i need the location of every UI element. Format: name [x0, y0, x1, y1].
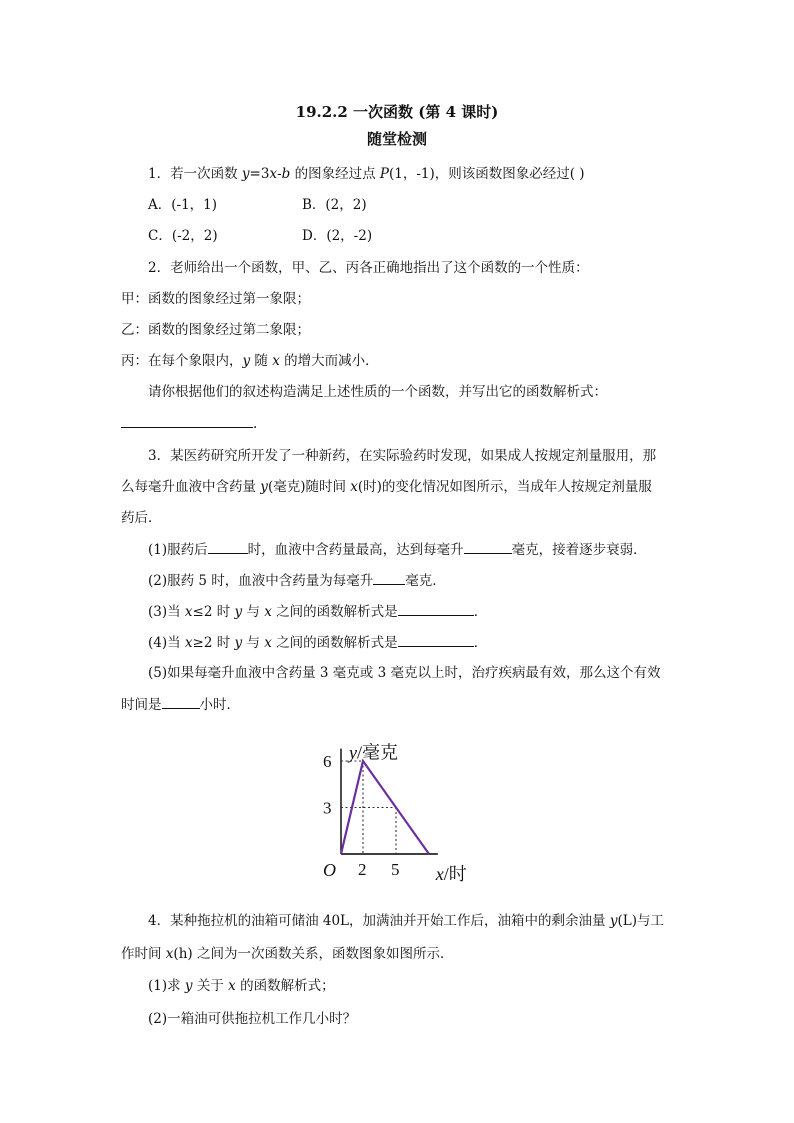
q3-part4: (4)当 x≥2 时 y 与 x 之间的函数解析式是 ．	[148, 632, 487, 653]
q4-stem-line2: 作时间 x(h) 之间为一次函数关系，函数图象如图所示．	[121, 946, 454, 962]
q2-ask: 请你根据他们的叙述构造满足上述性质的一个函数，并写出它的函数解析式：	[148, 384, 607, 400]
origin-label: O	[323, 860, 336, 880]
q1-option-c: C．(-2，2)	[148, 228, 218, 244]
answer-blank[interactable]	[373, 570, 405, 585]
y-axis-label: y/毫克	[349, 742, 399, 763]
answer-blank[interactable]	[162, 694, 200, 709]
answer-blank[interactable]	[121, 413, 253, 428]
y-tick-label-6: 6	[323, 752, 332, 771]
q4-part1: (1)求 y 关于 x 的函数解析式；	[148, 978, 335, 994]
q3-part3: (3)当 x≤2 时 y 与 x 之间的函数解析式是 ．	[148, 601, 487, 622]
q2-stem: 2．老师给出一个函数，甲、乙、丙各正确地指出了这个函数的一个性质：	[148, 260, 589, 276]
q3-part5-line1: (5)如果每毫升血液中含药量 3 毫克或 3 毫克以上时，治疗疾病最有效，那么这个有效	[148, 665, 661, 681]
q3-part1: (1)服药后 时，血液中含药量最高，达到每毫升 毫克，接着逐步衰弱．	[148, 539, 647, 560]
answer-blank[interactable]	[398, 632, 474, 647]
q2-yi: 乙：函数的图象经过第二象限；	[121, 322, 310, 338]
dosage-chart-svg	[300, 728, 510, 898]
q3-part5-line2: 时间是 小时．	[121, 694, 240, 715]
q1-stem: 1．若一次函数 y=3x-b 的图象经过点 P(1，-1)，则该函数图象必经过( )	[148, 166, 585, 182]
answer-blank[interactable]	[464, 539, 512, 554]
dosage-chart	[300, 728, 510, 898]
q2-jia: 甲：函数的图象经过第一象限；	[121, 291, 310, 307]
answer-blank[interactable]	[208, 539, 248, 554]
y-tick-label-3: 3	[323, 798, 332, 818]
q3-stem-line2: 么每毫升血液中含药量 y(毫克)随时间 x(时)的变化情况如图所示，当成年人按规定剂量服	[121, 479, 652, 495]
q1-option-b: B．(2，2)	[302, 197, 367, 213]
x-tick-label-5: 5	[391, 860, 400, 879]
q3-stem-line1: 3．某医药研究所开发了一种新药，在实际验药时发现，如果成人按规定剂量服用，那	[148, 448, 657, 464]
q2-bing: 丙：在每个象限内，y 随 x 的增大而减小．	[121, 353, 379, 369]
q4-stem-line1: 4．某种拖拉机的油箱可储油 40L，加满油并开始工作后，油箱中的剩余油量 y(L)与工	[148, 913, 664, 929]
q1-option-d: D．(2，-2)	[302, 228, 373, 244]
series-line-0	[341, 761, 429, 854]
q3-stem-line3: 药后．	[121, 510, 162, 526]
q4-part2: (2)一箱油可供拖拉机工作几小时？	[148, 1011, 357, 1027]
x-axis-label: x/时	[435, 864, 467, 884]
page-title: 19.2.2 一次函数 (第 4 课时)	[295, 103, 499, 121]
q2-answer-line: .	[121, 413, 257, 434]
page-subtitle: 随堂检测	[366, 130, 427, 148]
answer-blank[interactable]	[398, 601, 474, 616]
q3-part2: (2)服药 5 时，血液中含药量为每毫升 毫克．	[148, 570, 446, 591]
q1-option-a: A．(-1，1)	[148, 197, 218, 213]
x-tick-label-2: 2	[358, 860, 367, 879]
